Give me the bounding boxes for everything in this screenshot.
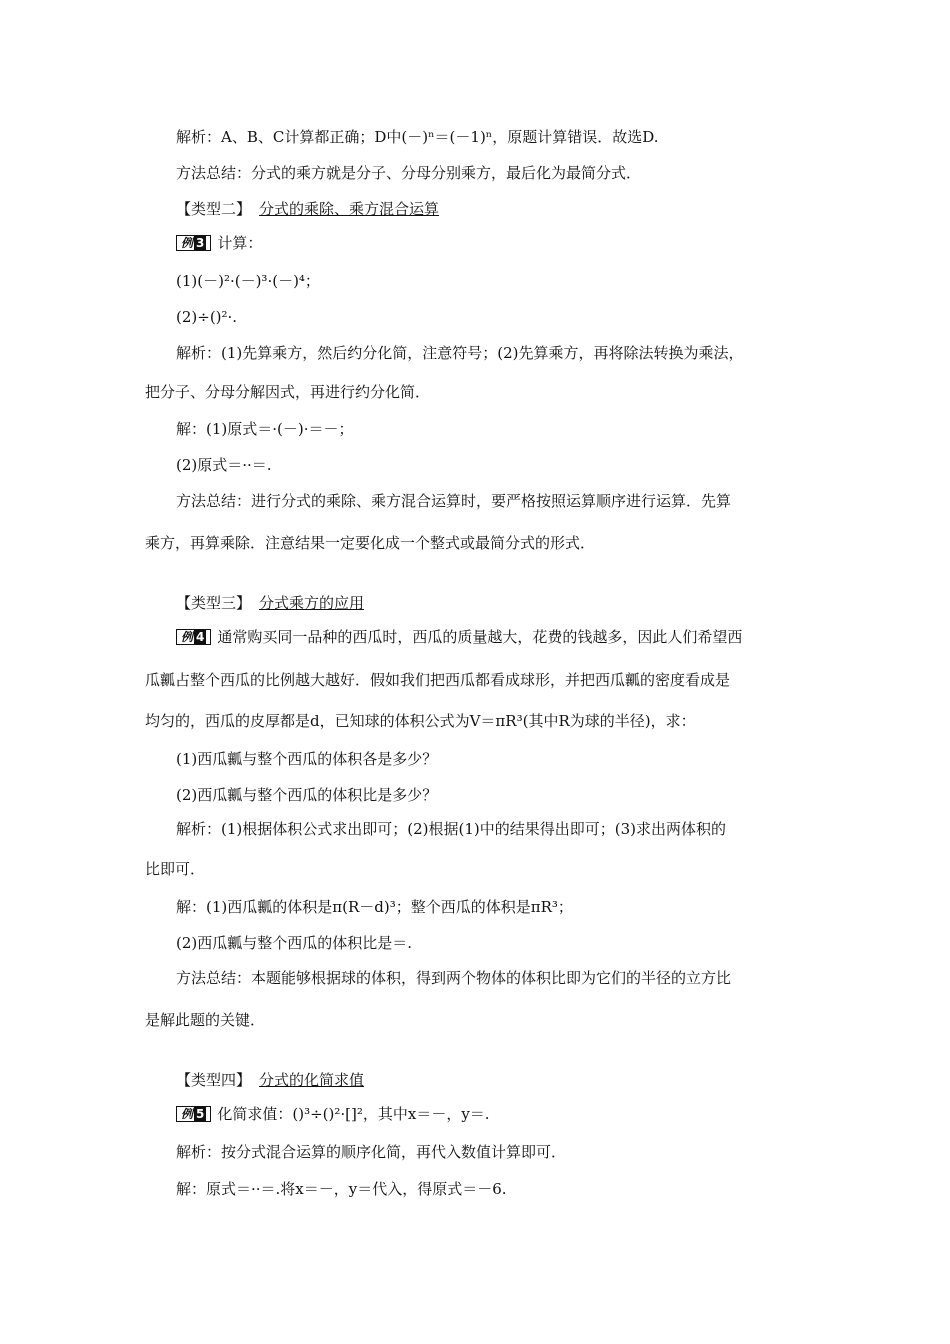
section-title: 分式的乘除、乘方混合运算 xyxy=(259,200,440,218)
solution-text: 解：(1)原式＝·(－)·＝－； xyxy=(176,420,354,438)
section-heading-type-2 xyxy=(176,198,439,220)
method-summary: 方法总结：进行分式的乘除、乘方混合运算时，要严格按照运算顺序进行运算．先算 xyxy=(176,492,732,510)
analysis-text: 解析：(1)根据体积公式求出即可；(2)根据(1)中的结果得出即可；(3)求出两体积的 xyxy=(176,820,726,838)
method-summary: 乘方，再算乘除．注意结果一定要化成一个整式或最简分式的形式． xyxy=(145,534,596,552)
example-5-prompt: 例 5 化简求值：()³÷()²·[]²，其中x＝－，y＝. xyxy=(176,1103,490,1125)
method-summary: 是解此题的关键． xyxy=(145,1011,266,1029)
analysis-text: 解析：按分式混合运算的顺序化简，再代入数值计算即可． xyxy=(176,1143,567,1161)
problem-item: (2)÷()²·. xyxy=(176,308,238,326)
analysis-text: 把分子、分母分解因式，再进行约分化简． xyxy=(145,383,431,401)
problem-item: (2)西瓜瓤与整个西瓜的体积比是多少？ xyxy=(176,786,438,804)
method-summary: 方法总结：本题能够根据球的体积，得到两个物体的体积比即为它们的半径的立方比 xyxy=(176,969,732,987)
problem-item: (1)西瓜瓤与整个西瓜的体积各是多少？ xyxy=(176,750,438,768)
solution-text: (2)西瓜瓤与整个西瓜的体积比是＝. xyxy=(176,934,413,952)
section-tag: 【类型二】 xyxy=(176,200,252,218)
solution-text: 解：(1)西瓜瓤的体积是π(R－d)³；整个西瓜的体积是πR³； xyxy=(176,898,573,916)
section-title: 分式的化简求值 xyxy=(259,1071,365,1089)
problem-text: 瓜瓤占整个西瓜的比例越大越好．假如我们把西瓜都看成球形，并把西瓜瓤的密度看成是 xyxy=(145,671,731,689)
solution-text: 解：原式＝··＝.将x＝－，y＝代入，得原式＝－6. xyxy=(176,1180,507,1198)
example-badge: 例 5 xyxy=(176,1106,211,1122)
analysis-text: 解析：A、B、C计算都正确；D中(－)ⁿ＝(－1)ⁿ，原题计算错误．故选D. xyxy=(176,128,659,146)
problem-text: 均匀的，西瓜的皮厚都是d，已知球的体积公式为V＝πR³(其中R为球的半径)，求： xyxy=(145,712,696,730)
solution-text: (2)原式＝··＝. xyxy=(176,456,272,474)
section-tag: 【类型四】 xyxy=(176,1071,252,1089)
example-badge: 例 4 xyxy=(176,629,211,645)
example-badge: 例 3 xyxy=(176,235,211,251)
section-heading-type-3 xyxy=(176,592,364,614)
section-title: 分式乘方的应用 xyxy=(259,594,365,612)
section-heading-type-4 xyxy=(176,1069,364,1091)
analysis-text: 比即可． xyxy=(145,860,206,878)
method-summary: 方法总结：分式的乘方就是分子、分母分别乘方，最后化为最简分式． xyxy=(176,164,642,182)
section-tag: 【类型三】 xyxy=(176,594,252,612)
example-3-prompt: 例 3 计算： xyxy=(176,232,262,254)
analysis-text: 解析：(1)先算乘方，然后约分化简，注意符号；(2)先算乘方，再将除法转换为乘法， xyxy=(176,344,744,362)
example-4-prompt: 例 4 通常购买同一品种的西瓜时，西瓜的质量越大，花费的钱越多，因此人们希望西 xyxy=(176,626,742,648)
problem-item: (1)(－)²·(－)³·(－)⁴； xyxy=(176,272,320,290)
